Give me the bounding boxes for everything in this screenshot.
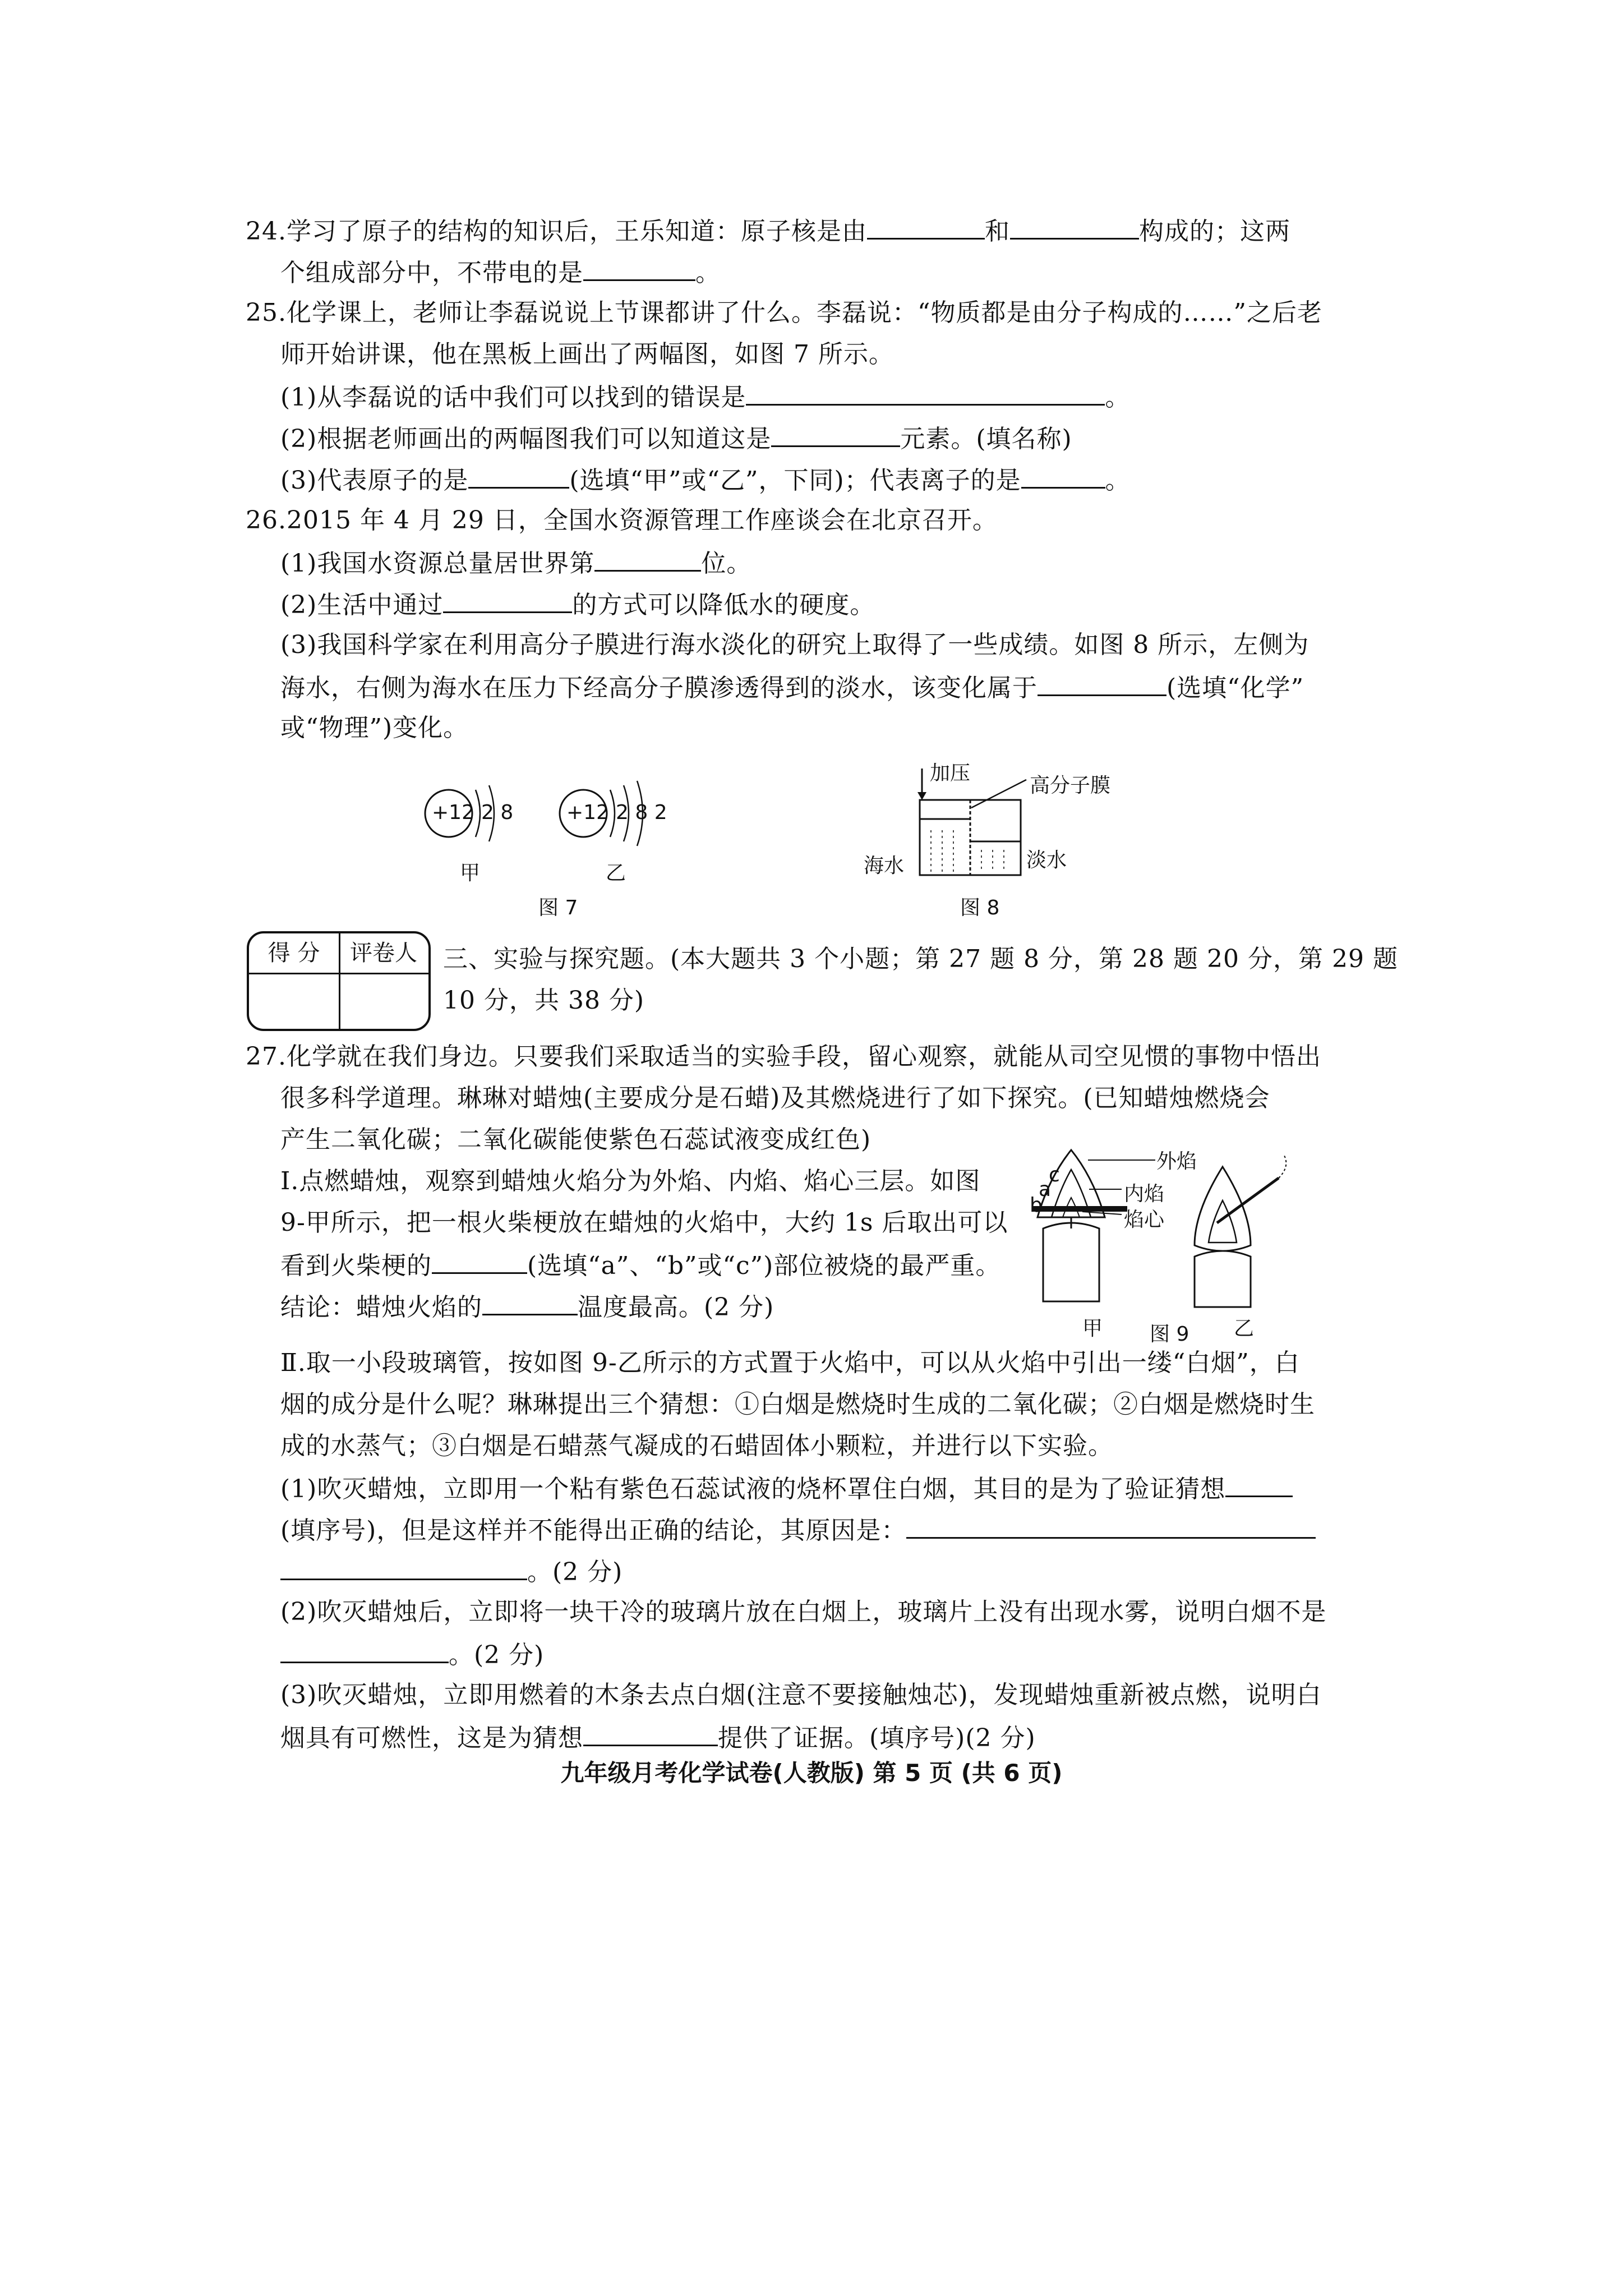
q27-blank-5[interactable] <box>280 1554 527 1580</box>
fig8-membrane-label: 高分子膜 <box>1030 774 1111 797</box>
q25-line1: 25.化学课上，老师让李磊说说上节课都讲了什么。李磊说：“物质都是由分子构成的……”之后老 <box>246 298 1322 327</box>
q26-sub3-text: 海水，右侧为海水在压力下经高分子膜渗透得到的淡水，该变化属于 <box>280 674 1038 702</box>
q26-sub2 <box>280 587 875 622</box>
fig7-jia-shells: 2 8 <box>481 801 514 824</box>
fig9-outer-flame-label: 外焰 <box>1156 1150 1197 1173</box>
q25-line2: 师开始讲课，他在黑板上画出了两幅图，如图 7 所示。 <box>280 340 894 369</box>
q27-blank-7[interactable] <box>583 1720 718 1746</box>
q27-part2-line1: Ⅱ.取一小段玻璃管，按如图 9-乙所示的方式置于火焰中，可以从火焰中引出一缕“白烟”，白 <box>280 1349 1300 1377</box>
q26-sub2-text: (2)生活中通过 <box>280 591 444 619</box>
q27-sub3-line1: (3)吹灭蜡烛，立即用燃着的木条去点白烟(注意不要接触烛芯)，发现蜡烛重新被点燃，说明白 <box>280 1681 1322 1709</box>
q27-blank-3[interactable] <box>1225 1471 1293 1497</box>
q25-sub3-mid: (选填“甲”或“乙”，下同)；代表离子的是 <box>569 466 1021 495</box>
q27-line3: 产生二氧化碳；二氧化碳能使紫色石蕊试液变成红色) <box>280 1125 872 1154</box>
q24-text-c: 构成的；这两 <box>1138 217 1290 246</box>
q25-sub1-text: (1)从李磊说的话中我们可以找到的错误是 <box>280 383 746 412</box>
q27-part1-line4 <box>280 1289 774 1324</box>
q27-sub3-text: 烟具有可燃性，这是为猜想 <box>280 1724 583 1752</box>
score-box-column-divider <box>339 973 340 1029</box>
q25-sub3-text: (3)代表原子的是 <box>280 466 469 495</box>
q26-sub3-line3: 或“物理”)变化。 <box>280 714 469 742</box>
grader-header: 评卷人 <box>350 940 417 966</box>
q26-sub3-line1: (3)我国科学家在利用高分子膜进行海水淡化的研究上取得了一些成绩。如图 8 所示，左侧为 <box>280 631 1310 659</box>
q25-blank-2[interactable] <box>771 421 900 447</box>
q27-sub2-line2 <box>280 1637 544 1672</box>
q27-sub1-line2 <box>280 1512 1316 1548</box>
fig9-label-yi: 乙 <box>1234 1317 1255 1340</box>
fig7-caption: 图 7 <box>538 896 578 919</box>
q27-sub3-end: 提供了证据。(填序号)(2 分) <box>718 1724 1036 1752</box>
q24-line1 <box>246 213 1290 249</box>
q26-blank-3[interactable] <box>1038 670 1166 696</box>
fig8-caption: 图 8 <box>960 896 1000 919</box>
fig9-label-c: c <box>1049 1163 1060 1186</box>
q27-part1-line2: 9-甲所示，把一根火柴梗放在蜡烛的火焰中，大约 1s 后取出可以 <box>280 1208 1008 1237</box>
fig9-candle-yi <box>1195 1156 1286 1307</box>
fig9-caption: 图 9 <box>1150 1323 1189 1346</box>
q27-blank-4[interactable] <box>906 1512 1316 1539</box>
page-footer: 九年级月考化学试卷(人教版) 第 5 页 (共 6 页) <box>560 1759 1063 1787</box>
fig8-freshwater-label: 淡水 <box>1026 849 1067 872</box>
q26-sub1-end: 位。 <box>701 549 752 578</box>
q25-sub2 <box>280 421 1072 456</box>
fig9-label-jia: 甲 <box>1082 1317 1103 1340</box>
q27-part2-line2: 烟的成分是什么呢？琳琳提出三个猜想：①白烟是燃烧时生成的二氧化碳；②白烟是燃烧时生 <box>280 1390 1315 1419</box>
fig7-yi-shells: 2 8 2 <box>616 801 667 824</box>
q27-line2: 很多科学道理。琳琳对蜡烛(主要成分是石蜡)及其燃烧进行了如下探究。(已知蜡烛燃烧会 <box>280 1084 1270 1112</box>
fig9-core-flame-label: 焰心 <box>1124 1208 1165 1231</box>
q26-sub2-end: 的方式可以降低水的硬度。 <box>572 591 875 619</box>
section3-heading-line1: 三、实验与探究题。(本大题共 3 个小题；第 27 题 8 分，第 28 题 20 分，第 29 题 <box>443 945 1398 973</box>
q25-sub2-end: 元素。(填名称) <box>900 425 1072 453</box>
fig7-label-yi: 乙 <box>606 862 626 885</box>
q25-sub1 <box>280 379 1130 415</box>
q27-part1-end: (选填“a”、“b”或“c”)部位被烧的最严重。 <box>527 1251 1001 1280</box>
q27-sub1-line1 <box>280 1471 1293 1506</box>
q25-blank-4[interactable] <box>1021 462 1105 489</box>
q26-sub1-text: (1)我国水资源总量居世界第 <box>280 549 595 578</box>
q27-part1-line1: Ⅰ.点燃蜡烛，观察到蜡烛火焰分为外焰、内焰、焰心三层。如图 <box>280 1167 981 1195</box>
score-box <box>247 931 431 1031</box>
q27-sub1-reason-text: (填序号)，但是这样并不能得出正确的结论，其原因是： <box>280 1516 907 1545</box>
q24-blank-3[interactable] <box>583 255 695 281</box>
fig8-pressure-label: 加压 <box>930 762 971 785</box>
q27-sub2-line1: (2)吹灭蜡烛后，立即将一块干冷的玻璃片放在白烟上，玻璃片上没有出现水雾，说明白烟不是 <box>280 1598 1327 1626</box>
q26-sub3-end: (选填“化学” <box>1166 674 1304 702</box>
q26-sub3-line2 <box>280 670 1304 705</box>
q24-line2 <box>280 255 721 290</box>
q27-blank-2[interactable] <box>482 1289 578 1315</box>
q27-part1-line3 <box>280 1248 1000 1283</box>
q24-blank-2[interactable] <box>1010 213 1139 240</box>
q25-sub2-text: (2)根据老师画出的两幅图我们可以知道这是 <box>280 425 772 453</box>
q27-part2-line3: 成的水蒸气；③白烟是石蜡蒸气凝成的石蜡固体小颗粒，并进行以下实验。 <box>280 1432 1113 1460</box>
q27-part1-text: 看到火柴梗的 <box>280 1251 432 1280</box>
q27-sub1-text: (1)吹灭蜡烛，立即用一个粘有紫色石蕊试液的烧杯罩住白烟，其目的是为了验证猜想 <box>280 1475 1226 1503</box>
fig8-seawater-label: 海水 <box>864 854 905 877</box>
q26-line1: 26.2015 年 4 月 29 日，全国水资源管理工作座谈会在北京召开。 <box>246 506 998 535</box>
q24-text-a: 24.学习了原子的结构的知识后，王乐知道：原子核是由 <box>246 217 867 246</box>
q25-sub1-end: 。 <box>1105 383 1131 412</box>
q25-sub3 <box>280 462 1131 498</box>
q27-conclusion-text: 结论：蜡烛火焰的 <box>280 1293 482 1322</box>
q27-blank-6[interactable] <box>280 1637 449 1663</box>
q25-sub3-end: 。 <box>1105 466 1131 495</box>
q26-blank-2[interactable] <box>443 587 572 613</box>
q24-text-e: 。 <box>695 259 721 287</box>
section3-heading-line2: 10 分，共 38 分) <box>443 986 645 1015</box>
q24-text-d: 个组成部分中，不带电的是 <box>280 259 583 287</box>
q26-blank-1[interactable] <box>594 545 701 572</box>
q26-sub1 <box>280 545 751 581</box>
q27-sub2-points: 。(2 分) <box>449 1641 545 1669</box>
q27-sub3-line2 <box>280 1720 1036 1755</box>
fig7-yi-nucleus: +12 <box>566 801 609 824</box>
q27-sub1-line3 <box>280 1554 623 1589</box>
q27-sub1-points: 。(2 分) <box>527 1558 623 1586</box>
fig9-label-a: a <box>1039 1178 1052 1201</box>
q27-blank-1[interactable] <box>432 1248 527 1274</box>
q24-text-b: 和 <box>984 217 1010 246</box>
q27-conclusion-end: 温度最高。(2 分) <box>578 1293 774 1322</box>
q25-blank-1[interactable] <box>746 379 1105 406</box>
fig7-label-jia: 甲 <box>460 862 481 885</box>
fig9-inner-flame-label: 内焰 <box>1124 1182 1165 1205</box>
q24-blank-1[interactable] <box>867 213 985 240</box>
q27-line1: 27.化学就在我们身边。只要我们采取适当的实验手段，留心观察，就能从司空见惯的事物中悟出 <box>246 1042 1321 1071</box>
q25-blank-3[interactable] <box>468 462 569 489</box>
fig7-jia-nucleus: +12 <box>432 801 474 824</box>
fig9-label-b: b <box>1030 1194 1043 1217</box>
score-header: 得 分 <box>249 933 340 973</box>
